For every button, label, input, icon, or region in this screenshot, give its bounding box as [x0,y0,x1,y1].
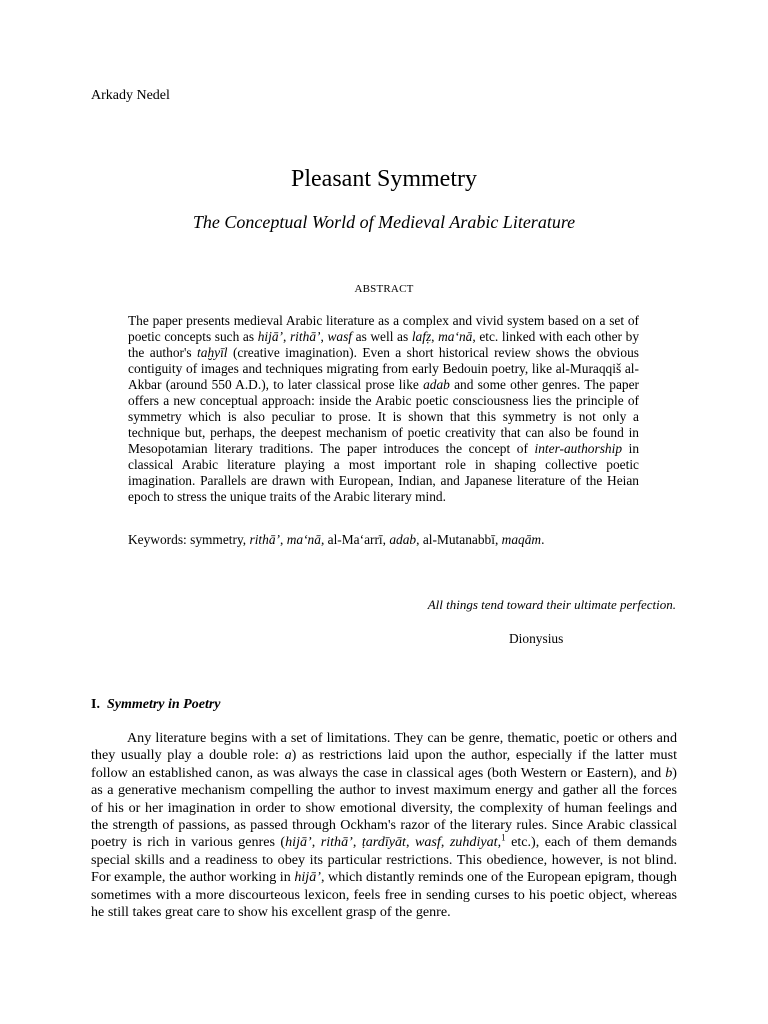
term: lafẓ [411,329,432,344]
abstract-heading: ABSTRACT [354,283,414,295]
keyword: adab [389,532,417,547]
epigraph-source: Dionysius [509,631,564,646]
keyword: maqām [501,532,542,547]
section-number: I. [91,697,100,712]
author-name: Arkady Nedel [91,88,170,103]
section-title: Symmetry in Poetry [106,697,221,712]
abstract-text: The paper presents medieval Arabic literature as a complex and vivid system based on a set of poetic concepts such as hijā’, rithā’, wasf as well as lafẓ, ma‘nā, etc. linked with each other by the author's taḫyīl (creative imagination). Even a short historical review shows the obvious contiguity of images and techniques migrating from early Bedouin poetry, like al-Muraqqiš al-Akbar (around 550 A.D.), to later classical prose like adab and some other genres. The paper offers a new conceptual approach: inside the Arabic poetic consciousness lies the principle of symmetry which is also peculiar to prose. It is shown that this symmetry is not only a technique but, perhaps, the deepest mechanism of poetic creativity that can also be found in Mesopotamian literary traditions. The paper introduces the concept of inter-authorship in classical Arabic literature playing a most important role in shaping collective poetic imagination. Parallels are drawn with European, Indian, and Japanese literature of the Heian epoch to stress the unique traits of the Arabic literary mind. [128,313,640,504]
term: taḫyīl [197,345,228,360]
paper-title: Pleasant Symmetry [291,166,477,192]
section-heading [91,697,221,713]
term: rithā’ [289,329,321,344]
keywords-line: Keywords: symmetry, rithā’, ma‘nā, al-Ma‘arrī, adab, al-Mutanabbī, maqām. [128,532,545,547]
body-paragraph: Any literature begins with a set of limitations. They can be genre, thematic, poetic or others and they usually play a double role: a) as restrictions laid upon the author, especially if the latter must follow an established canon, as was always the case in classical ages (both Western or Eastern), and b) as a generative mechanism compelling the author to invest maximum energy and gather all the forces of his or her imagination in order to show emotional diversity, the complexity of human feelings and the strength of passions, as passed through Ockham's razor of the literary rules. Since Arabic classical poetry is rich in various genres (hijā’, rithā’, ṭardīyāt, wasf, zuhdiyat,$^1$ etc.), each of them demands special skills and a readiness to obey its particular restrictions. This obedience, however, is not blind. For example, the author working in hijā’, which distantly reminds one of the European epigram, though sometimes with a more discourteous lexicon, feels free in sending curses to his poetic object, whereas he still takes great care to show his excellent grasp of the genre. [91,730,677,921]
paper-subtitle: The Conceptual World of Medieval Arabic Literature [192,212,576,232]
keyword: rithā’ [249,532,281,547]
keyword: ma‘nā [286,532,321,547]
term: wasf [327,329,353,344]
epigraph-quote: All things tend toward their ultimate perfection. [427,597,676,612]
term: ma‘nā [438,329,473,344]
term: adab [423,377,450,392]
term: hijā’ [257,329,283,344]
footnote-marker[interactable]: 1 [501,832,506,843]
term: inter-authorship [534,441,623,456]
